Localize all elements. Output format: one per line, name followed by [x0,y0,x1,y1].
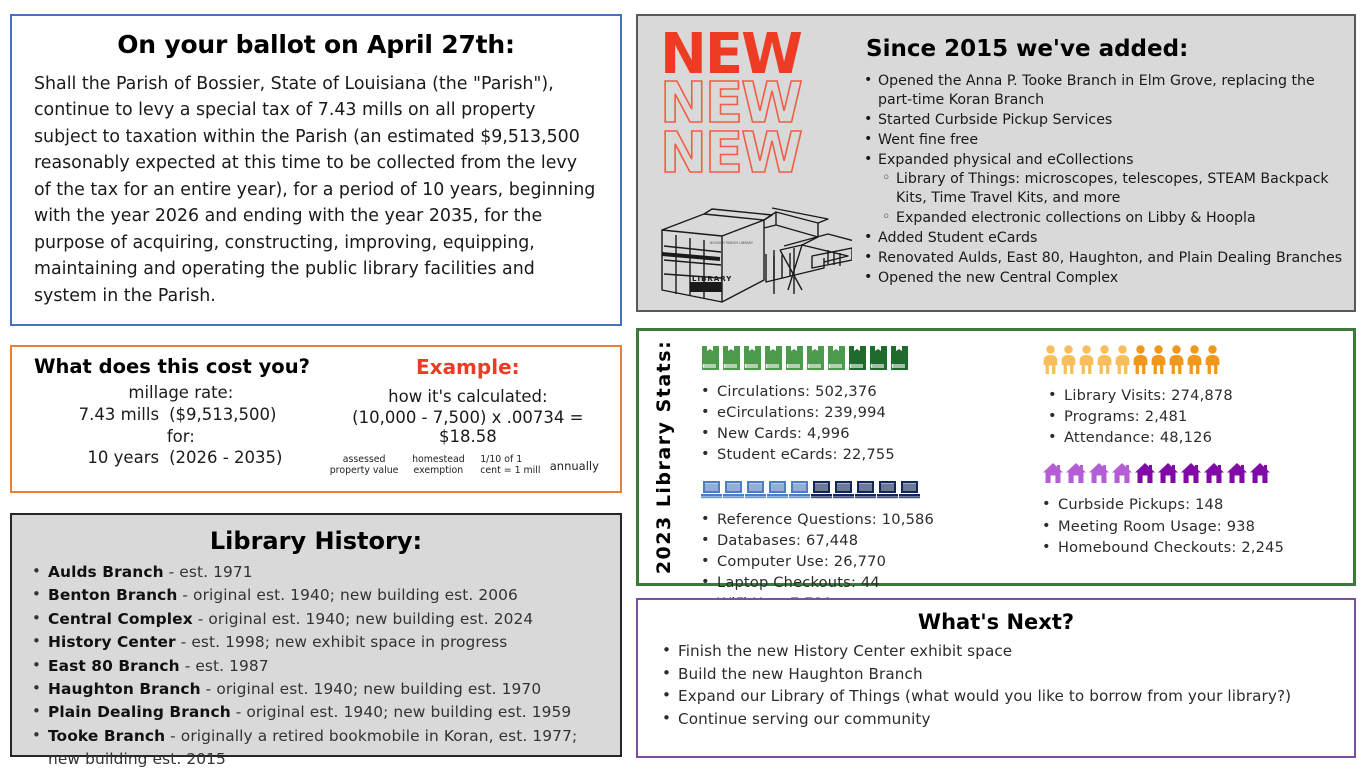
book-icon [848,345,867,371]
stats-list-visits [1034,385,1345,448]
stat-item: • Programs: 2,481 [1034,406,1345,427]
house-icon [1111,462,1133,484]
book-icon [806,345,825,375]
note-mill-definition: 1/10 of 1 cent = 1 mill [480,454,541,477]
branch-name: Central Complex [48,609,193,628]
whats-new-item: • Opened the Anna P. Tooke Branch in Elm Grove, replacing the part-time Koran Branch [862,72,1344,110]
book-icon [869,345,888,371]
laptop-icon [811,480,832,499]
millage-amount-value: ($9,513,500) [169,404,277,424]
person-icon [1150,345,1167,375]
house-icon [1042,462,1064,484]
whats-next-title: What's Next? [917,610,1075,634]
new-wordmark-stack [660,22,856,186]
stats-list-circulation [693,381,1004,466]
house-icon [1180,462,1202,484]
person-icon [1168,345,1185,375]
building-sign-label: LIBRARY [692,275,733,283]
house-icon [1157,462,1179,484]
millage-rate-label: millage rate: [128,383,234,402]
laptop-icon [811,480,832,503]
laptop-icon [723,480,744,503]
library-history-item [26,608,606,631]
library-stats-column-right [1008,335,1349,579]
new-wordmark-outline-2: NEW [660,120,801,186]
book-icon [764,345,783,371]
svg-text:BOSSIER PARISH LIBRARY: BOSSIER PARISH LIBRARY [710,241,754,245]
stat-item: • Databases: 67,448 [693,530,1004,551]
stats-list-outreach [1034,494,1345,557]
house-icon [1249,462,1271,488]
stat-item: • Computer Use: 26,770 [693,551,1004,572]
laptop-icon [855,480,876,499]
laptop-icon [745,480,766,503]
library-history-title: Library History: [209,527,423,555]
laptop-icon-row [701,480,1004,503]
whats-new-item: • Opened the new Central Complex [862,269,1344,288]
whats-new-text-column [856,22,1344,304]
cost-left-column [24,355,328,483]
whats-new-item: • Started Curbside Pickup Services [862,111,1344,130]
book-icon [890,345,909,371]
library-building-illustration [652,198,852,312]
person-icon [1168,345,1185,379]
library-stats-vertical-label-text: 2023 Library Stats: [653,339,676,575]
branch-detail: - est. 1998; new exhibit space in progress [175,633,508,652]
person-icon [1204,345,1221,375]
house-icon [1065,462,1087,484]
person-icon [1132,345,1149,379]
stat-item: • Circulations: 502,376 [693,381,1004,402]
branch-name: Benton Branch [48,586,178,605]
library-stats-panel [636,328,1356,592]
person-icon-row [1042,345,1345,379]
stat-item: • Curbside Pickups: 148 [1034,494,1345,515]
stat-item: • Attendance: 48,126 [1034,427,1345,448]
note-assessed-value: assessed property value [329,454,399,477]
stat-item: • Reference Questions: 10,586 [693,509,1004,530]
laptop-icon [899,480,920,499]
stat-item: • eCirculations: 239,994 [693,402,1004,423]
person-icon [1060,345,1077,375]
branch-detail: - original est. 1940; new building est. 1959 [230,703,572,722]
house-icon [1088,462,1110,484]
house-icon [1203,462,1225,488]
house-icon [1111,462,1133,488]
branch-name: Plain Dealing Branch [48,703,231,722]
person-icon [1150,345,1167,379]
ballot-panel [10,14,622,326]
person-icon [1096,345,1113,379]
book-icon [827,345,846,375]
ballot-title: On your ballot on April 27th: [117,30,515,59]
stat-item: • Library Visits: 274,878 [1034,385,1345,406]
person-icon [1186,345,1203,375]
person-icon [1060,345,1077,379]
house-icon [1134,462,1156,484]
library-history-item [26,701,606,724]
book-icon [890,345,909,375]
house-icon [1088,462,1110,488]
calc-label: how it's calculated: [388,387,548,406]
years-row [34,447,328,469]
house-icon [1249,462,1271,484]
library-history-item [26,725,606,772]
whats-next-item: • Continue serving our community [654,708,1338,731]
library-history-item [26,678,606,701]
book-icon [743,345,762,371]
library-history-list [26,561,606,772]
branch-name: East 80 Branch [48,656,180,675]
branch-detail: - original est. 1940; new building est. 1970 [200,680,542,699]
branch-detail: - original est. 1940; new building est. 2006 [177,586,518,605]
book-icon [722,345,741,371]
laptop-icon [855,480,876,503]
whats-new-list [862,72,1344,288]
library-history-item [26,561,606,584]
person-icon [1042,345,1059,375]
book-icon [806,345,825,371]
whats-new-title: Since 2015 we've added: [866,36,1189,62]
house-icon [1226,462,1248,484]
millage-rate-value: 7.43 mills [78,404,160,424]
branch-detail: - originally a retired bookmobile in Koran, est. 1977; new building est. 2015 [48,726,578,769]
book-icon [701,345,720,375]
library-history-item [26,655,606,678]
calc-formula: (10,000 - 7,500) x .00734 = $18.58 [352,408,584,446]
house-icon [1065,462,1087,488]
whats-next-list [654,640,1338,730]
laptop-icon [789,480,810,503]
whats-new-subitem: ◦ Library of Things: microscopes, telescopes, STEAM Backpack Kits, Time Travel Kits, and more [862,170,1344,208]
person-icon [1204,345,1221,379]
book-icon [722,345,741,375]
book-icon [785,345,804,375]
new-wordmark-solid: NEW [660,22,801,87]
library-stats-column-left [685,335,1008,592]
library-history-item [26,584,606,607]
whats-next-item: • Build the new Haughton Branch [654,663,1338,686]
book-icon [827,345,846,371]
cost-right-column [328,355,608,483]
person-icon [1114,345,1131,375]
whats-next-item: • Finish the new History Center exhibit space [654,640,1338,663]
book-icon-row [701,345,1004,375]
whats-next-item: • Expand our Library of Things (what would you like to borrow from your library?) [654,685,1338,708]
library-history-panel [10,513,622,769]
book-icon [743,345,762,375]
person-icon [1186,345,1203,379]
laptop-icon [701,480,722,499]
house-icon [1180,462,1202,488]
house-icon [1134,462,1156,488]
branch-detail: - est. 1987 [179,656,269,675]
book-icon [764,345,783,375]
laptop-icon [833,480,854,499]
whats-new-subitem: ◦ Expanded electronic collections on Libby & Hoopla [862,209,1344,228]
library-stats-columns [685,335,1349,592]
person-icon [1078,345,1095,379]
book-icon [869,345,888,375]
laptop-icon [767,480,788,499]
branch-detail: - original est. 1940; new building est. 2024 [192,609,534,628]
new-wordmark-outline-1: NEW [660,71,801,137]
book-icon [701,345,720,371]
whats-next-panel [636,598,1356,758]
whats-new-item: • Went fine free [862,131,1344,150]
whats-new-item: • Expanded physical and eCollections [862,151,1344,170]
laptop-icon [833,480,854,503]
library-history-item [26,631,606,654]
branch-name: Haughton Branch [48,680,201,699]
book-icon [785,345,804,371]
house-icon-row [1042,462,1345,488]
person-icon [1096,345,1113,375]
note-homestead-exemption: homestead exemption [412,454,465,477]
house-icon [1203,462,1225,484]
years-value: 10 years [87,448,160,468]
laptop-icon [767,480,788,503]
person-icon [1132,345,1149,375]
laptop-icon [701,480,722,503]
cost-panel [10,345,622,493]
branch-name: Tooke Branch [48,726,166,745]
laptop-icon [789,480,810,499]
example-title: Example: [416,355,520,379]
laptop-icon [877,480,898,499]
branch-detail: - est. 1971 [163,563,253,581]
whats-new-item: • Renovated Aulds, East 80, Haughton, and Plain Dealing Branches [862,249,1344,268]
laptop-icon [745,480,766,499]
house-icon [1226,462,1248,488]
calc-annotations [328,454,608,476]
house-icon [1042,462,1064,488]
whats-new-panel [636,14,1356,312]
person-icon [1114,345,1131,379]
laptop-icon [723,480,744,499]
for-label: for: [166,426,195,446]
whats-new-item: • Added Student eCards [862,229,1344,248]
cost-title: What does this cost you? [34,355,310,378]
stat-item: • Laptop Checkouts: 44 [693,572,1004,593]
millage-rate-row [34,404,328,426]
house-icon [1157,462,1179,488]
branch-name: Aulds Branch [48,563,164,581]
person-icon [1042,345,1059,379]
library-stats-vertical-label [643,335,685,579]
note-annually: annually [549,459,599,473]
years-range-value: (2026 - 2035) [169,448,283,468]
laptop-icon [899,480,920,503]
stat-item: • New Cards: 4,996 [693,423,1004,444]
stat-item: • Homebound Checkouts: 2,245 [1034,537,1345,558]
person-icon [1078,345,1095,375]
stat-item: • Student eCards: 22,755 [693,444,1004,465]
laptop-icon [877,480,898,503]
stat-item: • Meeting Room Usage: 938 [1034,516,1345,537]
whats-new-graphic-column [646,22,856,304]
ballot-body-text: Shall the Parish of Bossier, State of Louisiana (the "Parish"), continue to levy a special tax of 7.43 mills on all property subject to taxation within the Parish (an estimated $9,513,500 reasonably expected at this time to be collected from the levy of the tax for an entire year), for a period of 10 years, beginning with the year 2026 and ending with the year 2035, for the purpose of acquiring, constructing, improving, equipping, maintaining and operating the public library facilities and system in the Parish. [34,74,596,306]
book-icon [848,345,867,375]
branch-name: History Center [48,633,176,652]
